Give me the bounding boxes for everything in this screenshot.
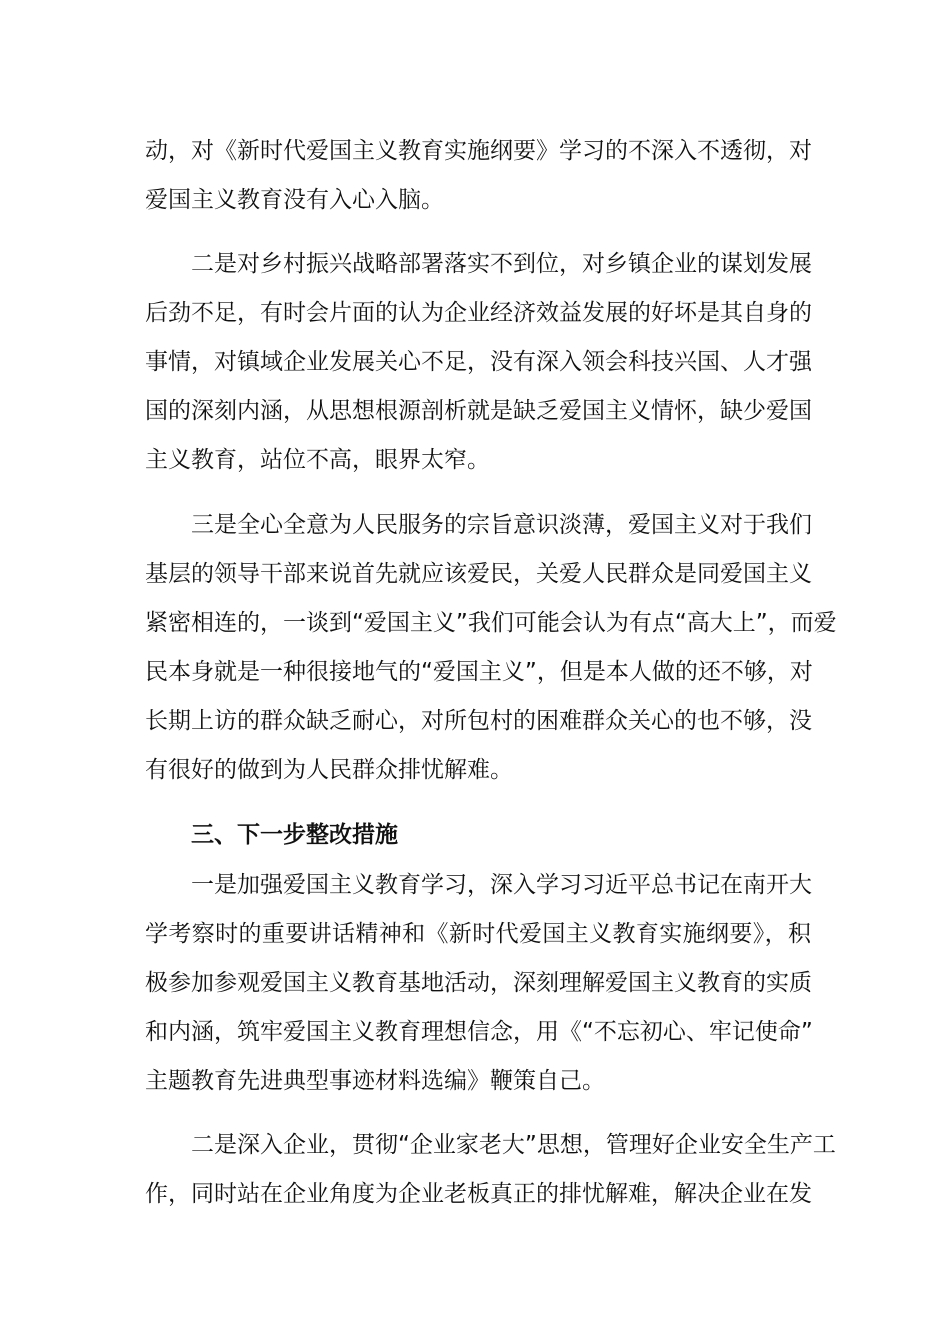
paragraph-3-line-3: 紧密相连的，一谈到“爱国主义”我们可能会认为有点“高大上”，而爱 [145, 610, 837, 636]
paragraph-4-line-4: 和内涵，筑牢爱国主义教育理想信念，用《“不忘初心、牢记使命” [145, 1019, 813, 1045]
paragraph-2-line-4: 国的深刻内涵，从思想根源剖析就是缺乏爱国主义情怀，缺少爱国 [145, 398, 812, 424]
paragraph-4-line-1: 一是加强爱国主义教育学习，深入学习习近平总书记在南开大 [191, 872, 812, 898]
paragraph-1-line-2: 爱国主义教育没有入心入脑。 [145, 187, 444, 213]
paragraph-1-line-1: 动，对《新时代爱国主义教育实施纲要》学习的不深入不透彻，对 [145, 138, 812, 164]
paragraph-5-line-1: 二是深入企业，贯彻“企业家老大”思想，管理好企业安全生产工 [191, 1132, 836, 1158]
paragraph-2-line-3: 事情，对镇域企业发展关心不足，没有深入领会科技兴国、人才强 [145, 349, 812, 375]
paragraph-5-line-2: 作，同时站在企业角度为企业老板真正的排忧解难，解决企业在发 [145, 1181, 812, 1207]
paragraph-3-line-4: 民本身就是一种很接地气的“爱国主义”，但是本人做的还不够，对 [145, 659, 813, 685]
paragraph-3-line-2: 基层的领导干部来说首先就应该爱民，关爱人民群众是同爱国主义 [145, 561, 812, 587]
paragraph-3-line-1: 三是全心全意为人民服务的宗旨意识淡薄，爱国主义对于我们 [191, 512, 812, 538]
paragraph-2-line-5: 主义教育，站位不高，眼界太窄。 [145, 447, 490, 473]
paragraph-2-line-1: 二是对乡村振兴战略部署落实不到位，对乡镇企业的谋划发展 [191, 251, 812, 277]
paragraph-3-line-5: 长期上访的群众缺乏耐心，对所包村的困难群众关心的也不够，没 [145, 708, 812, 734]
section-heading: 三、下一步整改措施 [191, 822, 398, 848]
paragraph-4-line-3: 极参加参观爱国主义教育基地活动，深刻理解爱国主义教育的实质 [145, 970, 812, 996]
paragraph-4-line-5: 主题教育先进典型事迹材料选编》鞭策自己。 [145, 1068, 605, 1094]
paragraph-4-line-2: 学考察时的重要讲话精神和《新时代爱国主义教育实施纲要》，积 [145, 921, 811, 947]
paragraph-3-line-6: 有很好的做到为人民群众排忧解难。 [145, 757, 513, 783]
paragraph-2-line-2: 后劲不足，有时会片面的认为企业经济效益发展的好坏是其自身的 [145, 300, 812, 326]
